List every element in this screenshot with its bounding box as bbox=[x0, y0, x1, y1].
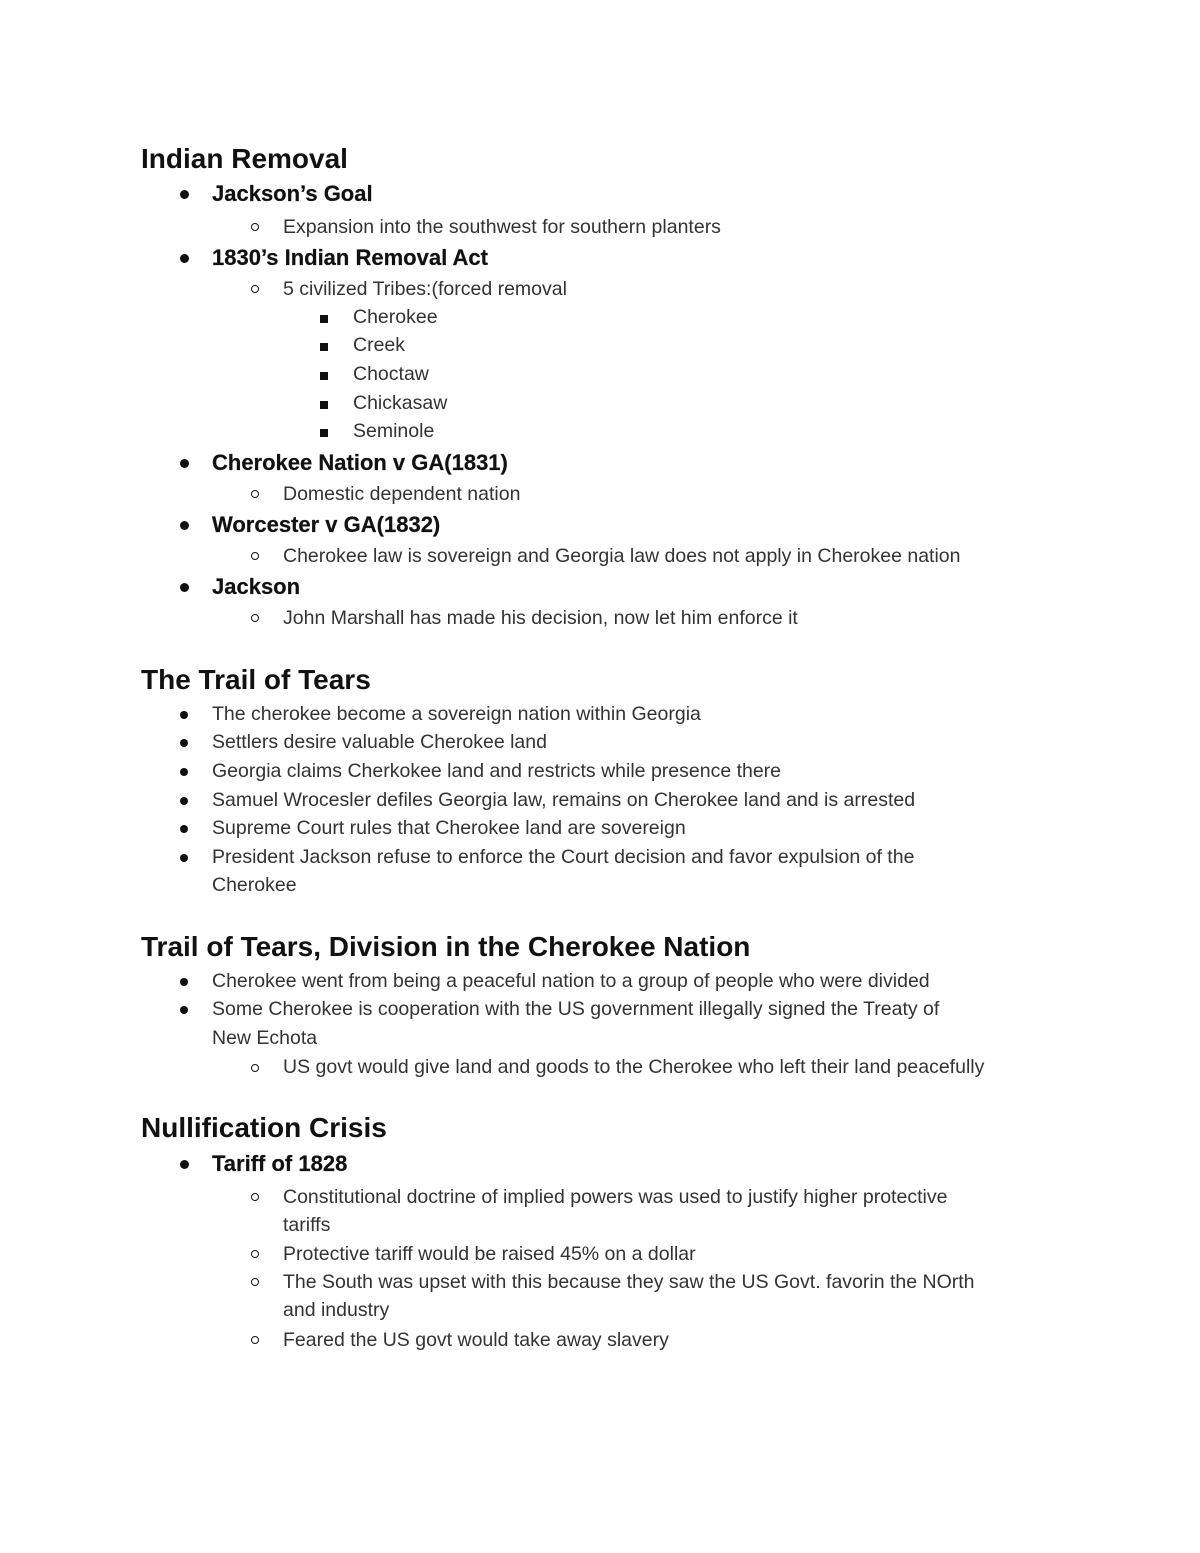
section-title-trail-of-tears: The Trail of Tears bbox=[141, 664, 371, 695]
list-item: Supreme Court rules that Cherokee land are sovereign bbox=[212, 817, 686, 839]
bullet-icon bbox=[180, 190, 189, 199]
list-item: Cherokee bbox=[353, 306, 438, 328]
list-item: John Marshall has made his decision, now let him enforce it bbox=[283, 607, 798, 629]
bullet-icon bbox=[180, 521, 189, 530]
list-item: 1830’s Indian Removal Act bbox=[212, 245, 488, 270]
bullet-ring-icon bbox=[251, 1193, 259, 1201]
list-item-continuation: and industry bbox=[283, 1299, 390, 1321]
bullet-icon bbox=[180, 797, 188, 805]
list-item: Samuel Wrocesler defiles Georgia law, remains on Cherokee land and is arrested bbox=[212, 789, 916, 811]
bullet-square-icon bbox=[320, 343, 328, 351]
section-title-division: Trail of Tears, Division in the Cherokee Nation bbox=[141, 931, 751, 962]
bullet-icon bbox=[180, 825, 188, 833]
bullet-ring-icon bbox=[251, 1064, 259, 1072]
list-item: Worcester v GA(1832) bbox=[212, 512, 441, 537]
bullet-square-icon bbox=[320, 315, 328, 323]
list-item: Georgia claims Cherkokee land and restricts while presence there bbox=[212, 760, 782, 782]
bullet-icon bbox=[180, 768, 188, 776]
bullet-ring-icon bbox=[251, 1336, 259, 1344]
list-item: Feared the US govt would take away slavery bbox=[283, 1329, 669, 1351]
bullet-icon bbox=[180, 583, 189, 592]
list-item: The South was upset with this because they saw the US Govt. favorin the NOrth bbox=[283, 1271, 975, 1293]
list-item: 5 civilized Tribes:(forced removal bbox=[283, 278, 567, 300]
list-item: Chickasaw bbox=[353, 392, 448, 414]
list-item-continuation: tariffs bbox=[283, 1214, 331, 1236]
bullet-square-icon bbox=[320, 401, 328, 409]
list-item: US govt would give land and goods to the Cherokee who left their land peacefully bbox=[283, 1056, 985, 1078]
list-item: Expansion into the southwest for southern planters bbox=[283, 216, 721, 238]
list-item: Jackson bbox=[212, 574, 301, 599]
list-item: Cherokee Nation v GA(1831) bbox=[212, 450, 508, 475]
bullet-ring-icon bbox=[251, 223, 259, 231]
bullet-ring-icon bbox=[251, 490, 259, 498]
list-item: Jackson’s Goal bbox=[212, 181, 373, 206]
bullet-icon bbox=[180, 739, 188, 747]
list-item: Cherokee went from being a peaceful nation to a group of people who were divided bbox=[212, 970, 930, 992]
list-item: Cherokee law is sovereign and Georgia law does not apply in Cherokee nation bbox=[283, 545, 961, 567]
section-title-nullification-crisis: Nullification Crisis bbox=[141, 1112, 387, 1143]
list-item: Settlers desire valuable Cherokee land bbox=[212, 731, 547, 753]
list-item: President Jackson refuse to enforce the Court decision and favor expulsion of the bbox=[212, 846, 915, 868]
bullet-square-icon bbox=[320, 429, 328, 437]
list-item: Creek bbox=[353, 334, 406, 356]
bullet-ring-icon bbox=[251, 285, 259, 293]
bullet-square-icon bbox=[320, 372, 328, 380]
section-title-indian-removal: Indian Removal bbox=[141, 143, 348, 174]
list-item-continuation: New Echota bbox=[212, 1027, 318, 1049]
list-item: Seminole bbox=[353, 420, 435, 442]
list-item: Choctaw bbox=[353, 363, 429, 385]
list-item: Protective tariff would be raised 45% on a dollar bbox=[283, 1243, 696, 1265]
list-item: Domestic dependent nation bbox=[283, 483, 521, 505]
bullet-icon bbox=[180, 854, 188, 862]
bullet-ring-icon bbox=[251, 1278, 259, 1286]
bullet-ring-icon bbox=[251, 552, 259, 560]
bullet-icon bbox=[180, 459, 189, 468]
list-item: Some Cherokee is cooperation with the US government illegally signed the Treaty of bbox=[212, 998, 940, 1020]
bullet-icon bbox=[180, 978, 188, 986]
list-item: Tariff of 1828 bbox=[212, 1151, 348, 1176]
bullet-ring-icon bbox=[251, 1250, 259, 1258]
bullet-ring-icon bbox=[251, 614, 259, 622]
list-item: Constitutional doctrine of implied powers was used to justify higher protective bbox=[283, 1186, 948, 1208]
list-item-continuation: Cherokee bbox=[212, 874, 297, 896]
bullet-icon bbox=[180, 711, 188, 719]
list-item: The cherokee become a sovereign nation within Georgia bbox=[212, 703, 701, 725]
bullet-icon bbox=[180, 1160, 189, 1169]
bullet-icon bbox=[180, 1006, 188, 1014]
bullet-icon bbox=[180, 254, 189, 263]
